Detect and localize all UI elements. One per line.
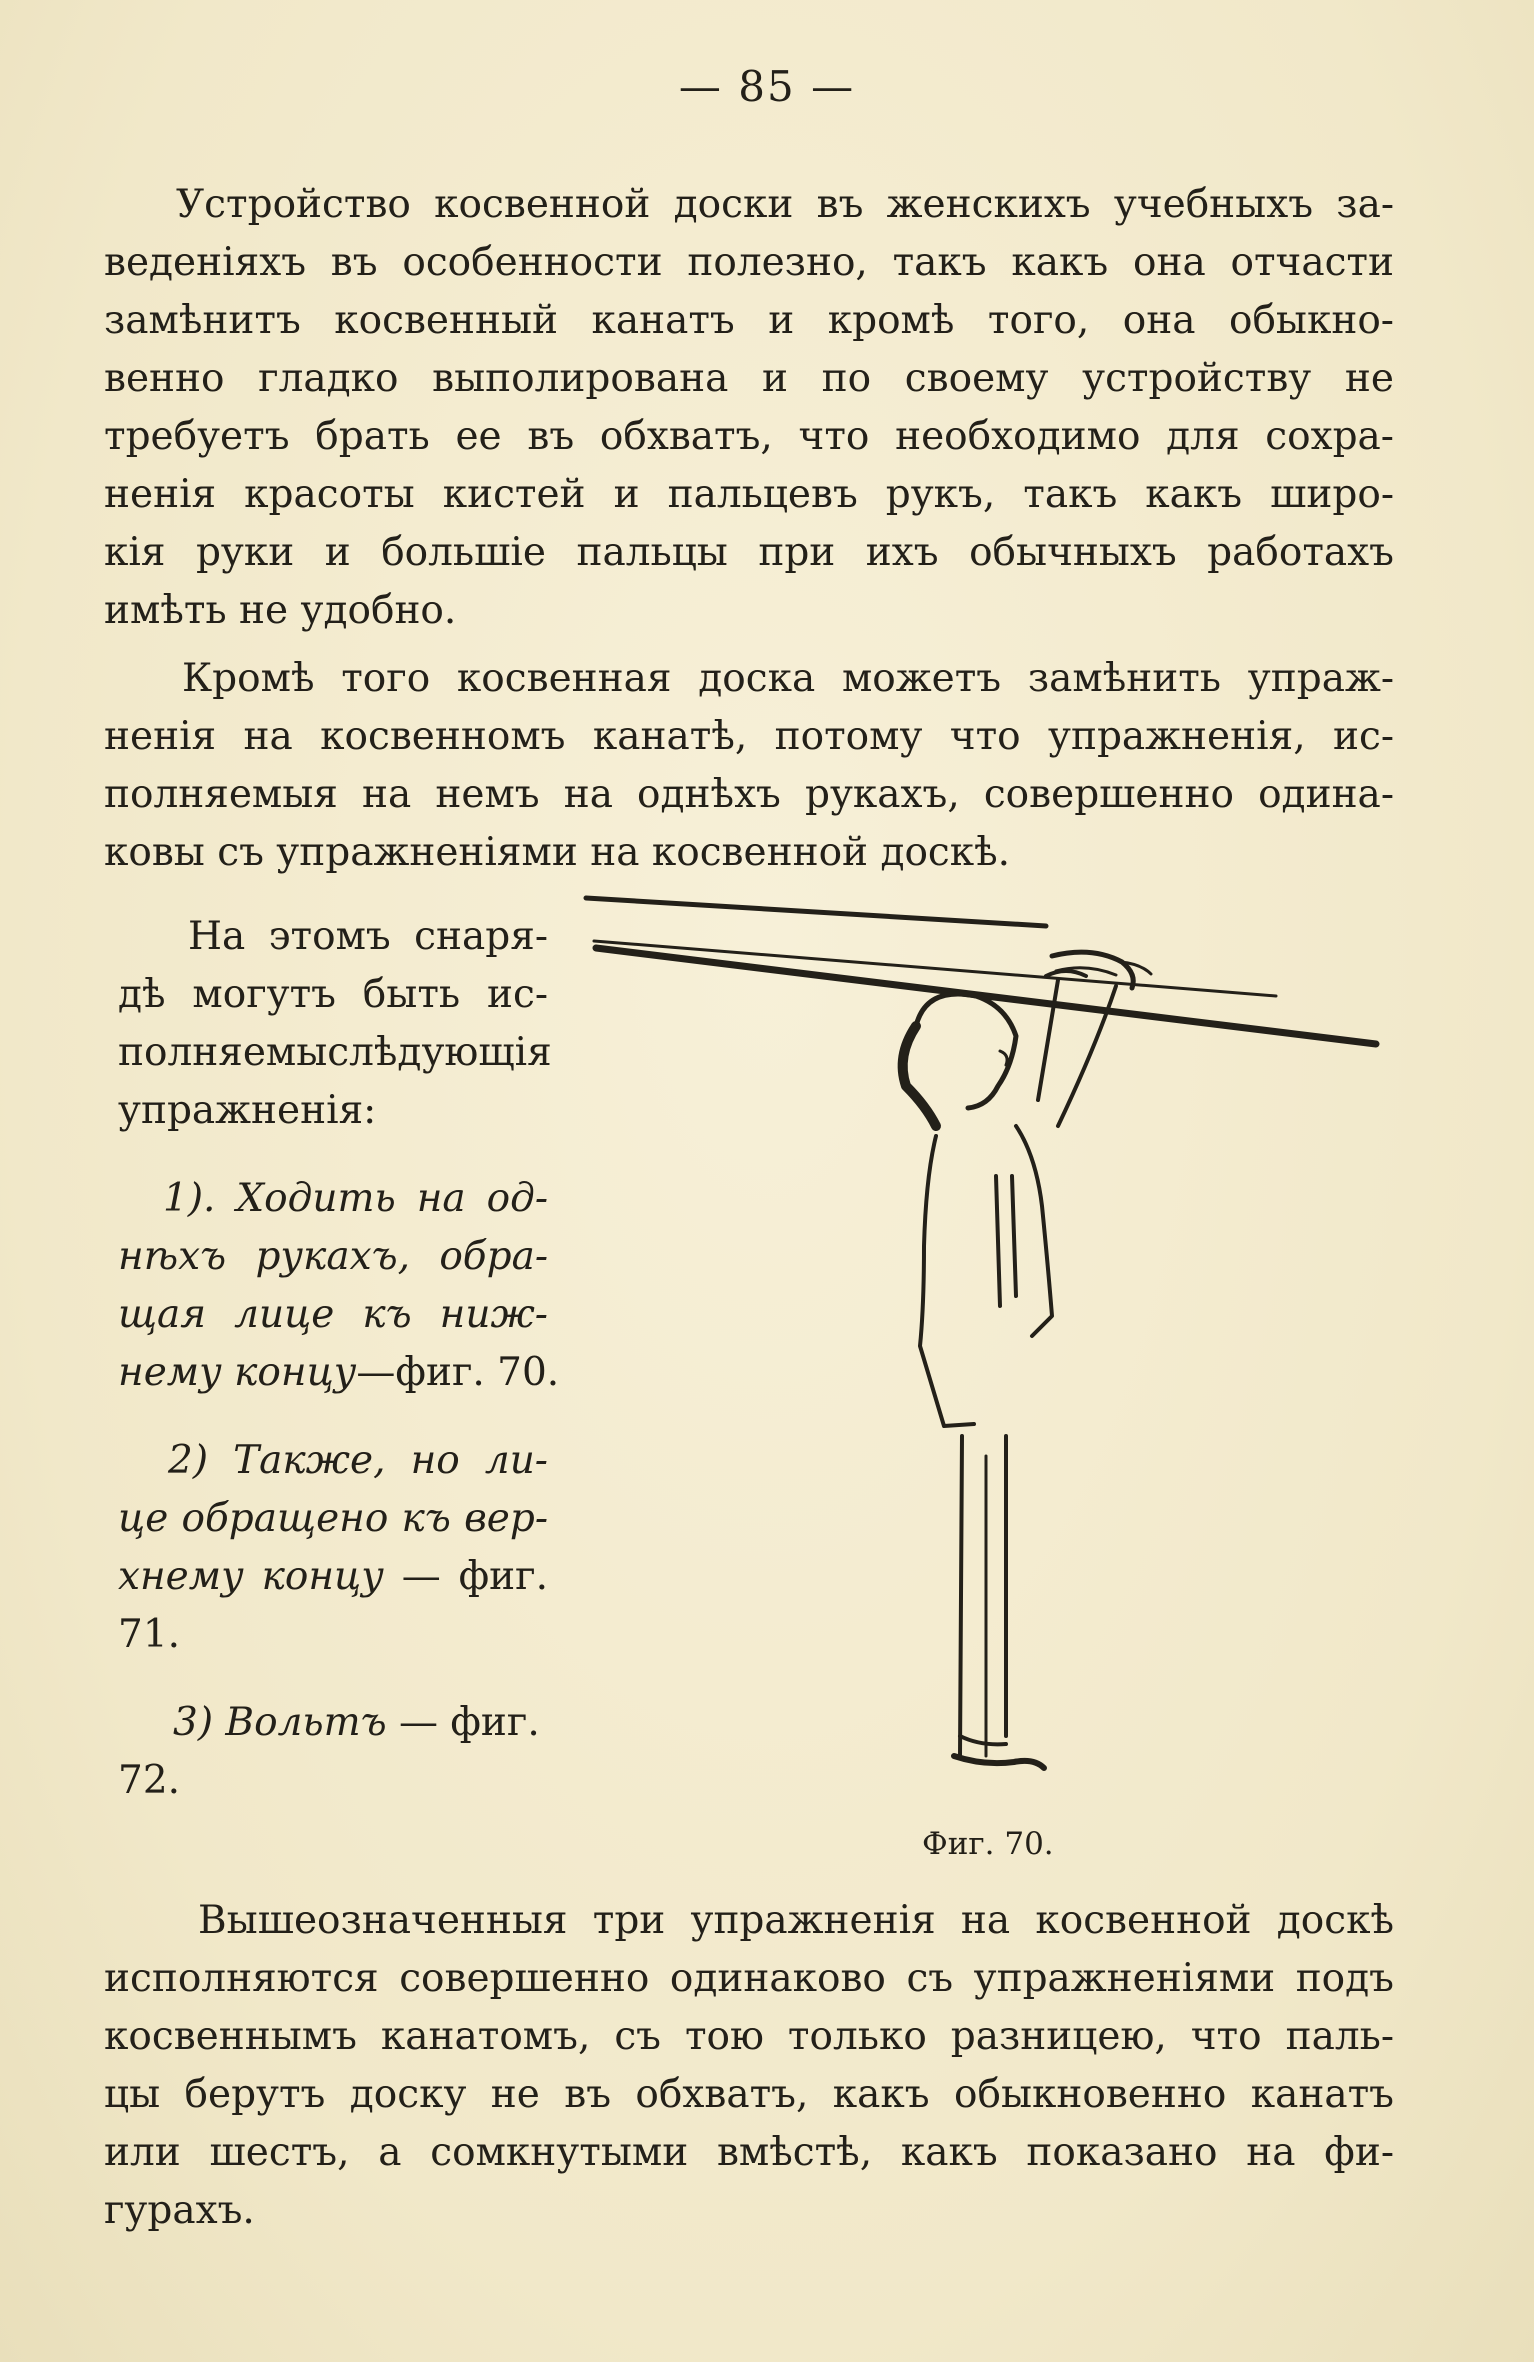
text-line: ненія красоты кистей и пальцевъ рукъ, такъ какъ широ- [104,472,1394,517]
figure-caption: Фиг. 70. [922,1826,1054,1862]
exercise-2-line [118,1548,548,1606]
text-line: гурахъ. [104,2188,255,2233]
text-line: имѣть не удобно. [104,588,457,633]
exercise-1-line: щая лице къ ниж- [118,1292,548,1337]
text-line: веденіяхъ въ особенности полезно, такъ какъ она отчасти [104,240,1394,285]
text-line: Кромѣ того косвенная доска можетъ замѣнить упраж- [182,656,1394,701]
exercise-2-ref: — фиг. [383,1554,548,1599]
text-line: ненія на косвенномъ канатѣ, потому что упражненія, ис- [104,714,1394,759]
text-line: Устройство косвенной доски въ женскихъ учебныхъ за- [176,182,1394,227]
exercise-list [118,908,560,1810]
text-line: венно гладко выполирована и по своему устройству не [104,356,1394,401]
paragraph-1 [104,176,1394,640]
text-line: или шестъ, а сомкнутыми вмѣстѣ, какъ показано на фи- [104,2130,1394,2175]
exercise-2-ref-end: 71. [118,1612,181,1657]
paragraph-2 [104,650,1394,882]
intro-line: полняемыслѣдующія [118,1030,552,1075]
text-line: цы берутъ доску не въ обхватъ, какъ обыкновенно канатъ [104,2072,1394,2117]
text-line: замѣнитъ косвенный канатъ и кромѣ того, она обыкно- [104,298,1394,343]
text-line: требуетъ брать ее въ обхватъ, что необходимо для сохра- [104,414,1394,459]
exercise-1-line [118,1344,560,1402]
intro-line: дѣ могутъ быть ис- [118,972,548,1017]
text-line: ковы съ упражненіями на косвенной доскѣ. [104,830,1011,875]
intro-line: упражненія: [118,1088,377,1133]
exercise-1-text: нему концу [118,1350,357,1395]
exercise-3-ref-end: 72. [118,1758,181,1803]
exercise-3-text: 3) Вольтъ [173,1700,387,1745]
exercise-2-line: це обращено къ вер- [118,1496,548,1541]
text-line: полняемыя на немъ на однѣхъ рукахъ, совершенно одина- [104,772,1394,817]
text-line: кія руки и большіе пальцы при ихъ обычныхъ работахъ [104,530,1394,575]
exercise-2-line: 2) Также, но ли- [168,1438,548,1483]
exercise-3-line [118,1694,548,1752]
exercise-1-line: нѣхъ рукахъ, обра- [118,1234,548,1279]
intro-line: На этомъ снаря- [188,914,548,959]
exercise-1-ref: —фиг. 70. [356,1350,560,1395]
paragraph-3 [104,1892,1394,2240]
page-number: — 85 — [678,62,856,111]
text-line: косвеннымъ канатомъ, съ тою только разницею, что паль- [104,2014,1394,2059]
exercise-2-text: хнему концу [118,1554,384,1599]
exercise-3-ref: — фиг. [386,1700,540,1745]
exercise-1-line: 1). Ходить на од- [163,1176,548,1221]
figure-70-illustration [576,876,1396,1816]
text-line: Вышеозначенныя три упражненія на косвенной доскѣ [198,1898,1394,1943]
text-line: исполняются совершенно одинаково съ упражненіями подъ [104,1956,1394,2001]
